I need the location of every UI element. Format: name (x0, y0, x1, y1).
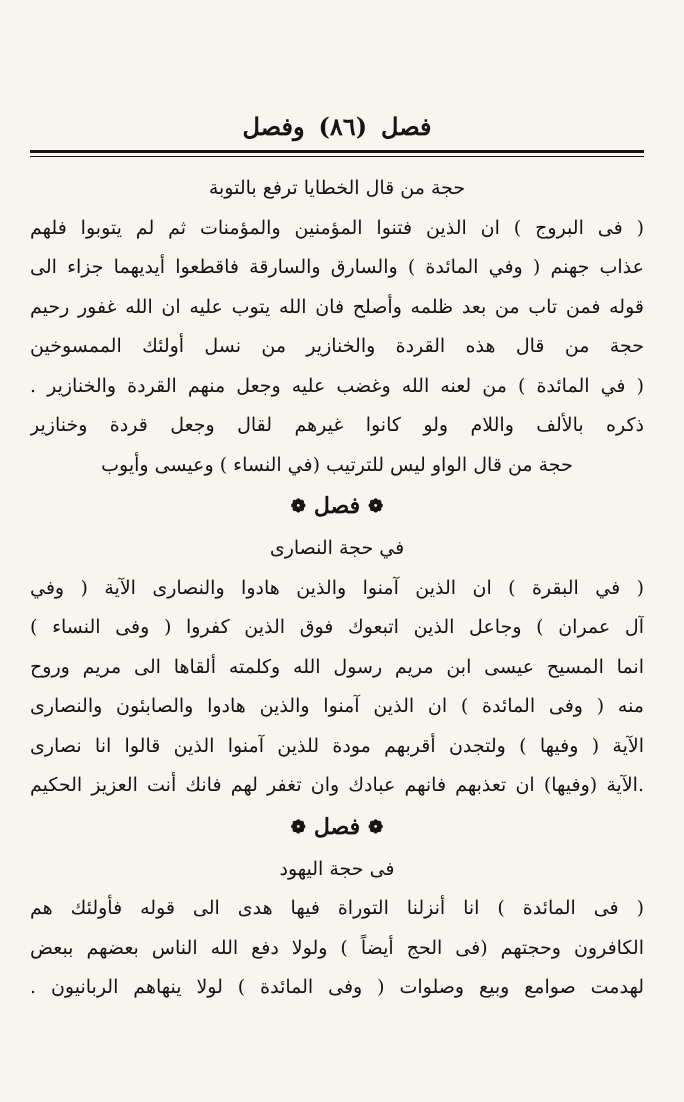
text-line: ( في البقرة ) ان الذين آمنوا والذين هادوا والنصارى الآية ( وفي (30, 576, 644, 599)
header-rule-thick (30, 150, 644, 153)
text-line: ( فى المائدة ) انا أنزلنا التوراة فيها هدى الى قوله فأولئك هم (30, 897, 644, 919)
header-left-word: وفصل (242, 111, 305, 141)
subsection-title: فى حجة اليهود (279, 857, 395, 880)
section-heading-fasl (30, 806, 644, 850)
text-line: منه ( وفى المائدة ) ان الذين آمنوا والذين هادوا والصابئون والنصارى (30, 695, 644, 717)
text-line: لهدمت صوامع وبيع وصلوات ( وفى المائدة ) لولا ينهاهم الربانيون . (30, 976, 644, 998)
header-right-word: فصل (381, 111, 432, 141)
subsection-title: في حجة النصارى (269, 537, 405, 559)
section-heading-fasl (30, 485, 644, 529)
text-line: عذاب جهنم ( وفي المائدة ) والسارق والسارقة فاقطعوا أيديهما جزاء الى (30, 256, 644, 278)
text-line: آل عمران ) وجاعل الذين اتبعوك فوق الذين كفروا ( وفى النساء ) (30, 616, 644, 638)
ornament-icon: ❁ (368, 496, 384, 518)
text-line: حجة من قال الخطايا ترفع بالتوبة (208, 177, 466, 199)
text-line: حجة من قال هذه القردة والخنازير من نسل أولئك الممسوخين (30, 335, 644, 357)
text-line: .الآية (وفيها) ان تعذبهم فانهم عبادك وان تغفر لهم فانك أنت العزيز الحكيم (30, 774, 644, 796)
ornament-icon: ❁ (290, 816, 306, 838)
text-line: حجة من قال الواو ليس للترتيب (في النساء ) وعيسى وأيوب (101, 453, 573, 476)
text-body (30, 169, 644, 1008)
header-rule-thin (30, 156, 644, 157)
text-line: انما المسيح عيسى ابن مريم رسول الله وكلمته ألقاها الى مريم وروح (30, 655, 644, 678)
text-line: ذكره بالألف واللام ولو كانوا غيرهم لقال وجعل قردة وخنازير (30, 414, 644, 436)
ornament-icon: ❁ (368, 816, 384, 838)
text-line: الكافرون وحجتهم (فى الحج أيضاً ) ولولا دفع الله الناس بعضهم ببعض (30, 936, 644, 959)
page-number: (٨٦) (318, 111, 368, 141)
section-heading-text: فصل (313, 493, 361, 520)
text-line: الآية ( وفيها ) ولتجدن أقربهم مودة للذين آمنوا الذين قالوا انا نصارى (30, 734, 644, 757)
section-heading-text: فصل (313, 813, 361, 840)
text-line: ( في المائدة ) من لعنه الله وغضب عليه وجعل منهم القردة والخنازير . (30, 374, 644, 397)
text-line: ( فى البروج ) ان الذين فتنوا المؤمنين والمؤمنات ثم لم يتوبوا فلهم (30, 216, 644, 239)
running-header (30, 104, 644, 148)
ornament-icon: ❁ (290, 496, 306, 518)
text-line: قوله فمن تاب من بعد ظلمه وأصلح فان الله يتوب عليه ان الله غفور رحيم (30, 295, 644, 318)
book-page (30, 104, 644, 1008)
